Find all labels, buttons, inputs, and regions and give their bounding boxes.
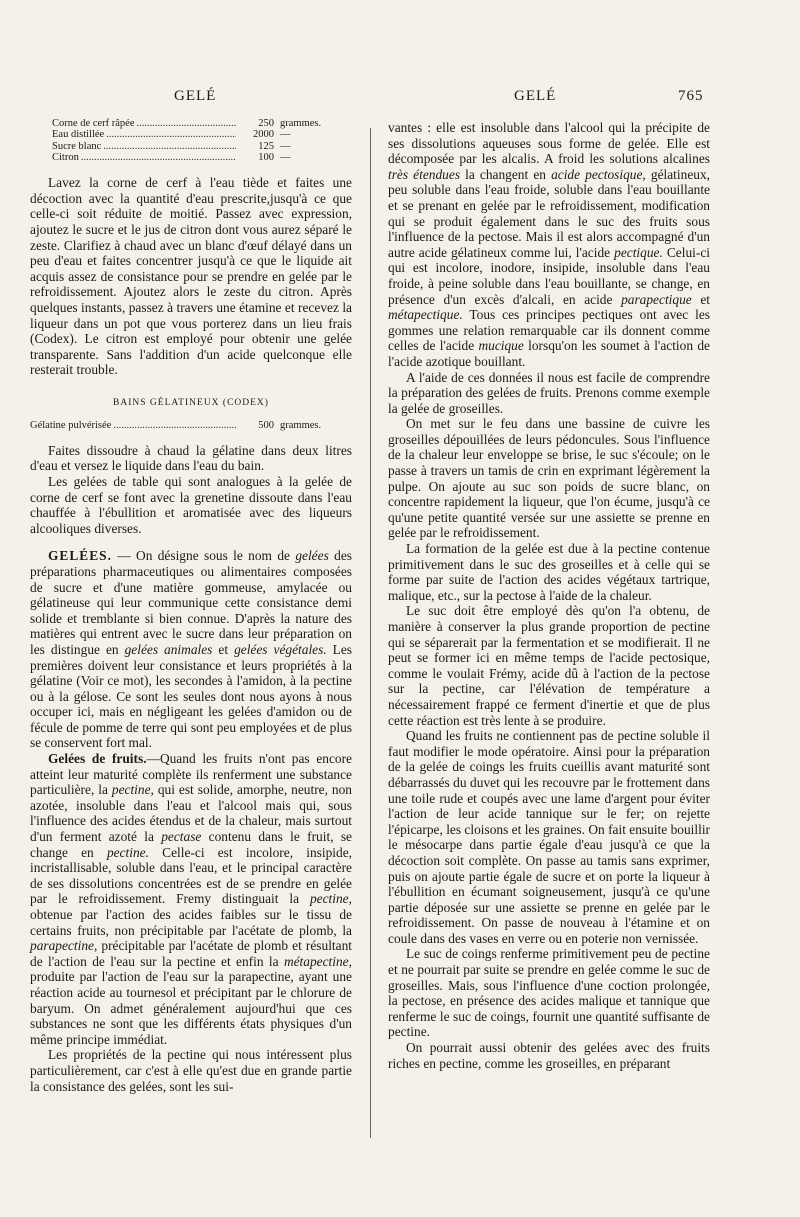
paragraph-gelees-fruits: Gelées de fruits.—Quand les fruits n'ont pas encore atteint leur maturité complète ils renferment une substance particulière, la pectine, qui est solide, amorphe, neutre, non azotée, insoluble dans l'eau et l'alcool mais qui, sous l'influence des acides étendus et de la chaleur, mais surtout d'un ferment azoté la pectase contenu dans le fruit, se change en pectine. Celle-ci est incolore, insipide, incristallisable, soluble dans l'eau, et le principal caractère de ses dissolutions concentrées est de se prendre en gelée par le refroidissement. Fremy distinguait la pectine, obtenue par l'action des acides faibles sur le tissu de certains fruits, non précipitable par l'acétate de plomb, la parapectine, précipitable par l'acétate de plomb et résultant de l'action de l'eau sur la pectine et enfin la métapectine, produite par l'action de l'eau sur la parapectine, ayant une réaction acide au tournesol et précipitant par le chlorure de baryum. On admet généralement aujourd'hui que ces substances ne sont que les différents états physiques d'un même principe immédiat. bbox=[30, 751, 352, 1047]
paragraph: Le suc doit être employé dès qu'on l'a obtenu, de manière à conserver la plus grande proportion de pectine qui se séparerait par la fermentation et se modifierait. Il ne peut se former ici en même temps de l'acide pectosique, comme le voulait Frémy, acide dû à l'action de la pectose sur la pectine, car l'élévation de température a nécessairement frappé ce ferment d'inertie et que de plus cette réaction est très lente à se produire. bbox=[388, 603, 710, 728]
running-head-left: GELÉ bbox=[174, 88, 217, 104]
paragraph: Quand les fruits ne contiennent pas de pectine soluble il faut modifier le mode opératoire. Ainsi pour la préparation de la gelée de coings les fruits cueillis avant maturité sont débarrassés du duvet qui les recouvre par le frottement dans une toile rude et coupés avec une lame d'argent pour éviter l'action de leur acide tannique sur le fer; on rejette l'épicarpe, les cloisons et les graines. On fait ensuite bouillir le mésocarpe dans partie égale d'eau jusqu'à ce que la décoction soit complète. On passe au tamis sans exprimer, puis on ajoute partie égale de sucre et on porte la liqueur à l'ébullition en écumant soigneusement, jusqu'à ce qu'une partie déposée sur une assiette se prenne en gelée par le refroidissement. On passe de nouveau à l'étamine et on coule dans des vases en verre ou en poterie non vernissée. bbox=[388, 728, 710, 946]
paragraph: Lavez la corne de cerf à l'eau tiède et faites une décoction avec la quantité d'eau prescrite,jusqu'à ce que celle-ci soit réduite de moitié. Passez avec expression, ajoutez le sucre et le jus de citron dont vous aurez séparé le zeste. Clarifiez à chaud avec un blanc d'œuf délayé dans un peu d'eau et faites concentrer jusqu'à ce que le liquide ait acquis assez de consistance pour se prendre en gelée par le refroidissement. Ajoutez alors le zeste du citron. Après quelques instants, passez à travers une étamine et recevez la liqueur dans un pot que vous porterez dans un lieu frais (Codex). Le citron est employé pour obtenir une gelée transparente. Sans l'addition d'un acide quelconque elle resterait trouble. bbox=[30, 175, 352, 378]
recipe-item: Eau distillée ..... 2000 — bbox=[30, 129, 352, 140]
paragraph: On pourrait aussi obtenir des gelées avec des fruits riches en pectine, comme les groseilles, en préparant bbox=[388, 1040, 710, 1071]
recipe-list bbox=[30, 420, 352, 431]
paragraph: Les gelées de table qui sont analogues à la gelée de corne de cerf se font avec la grenetine dissoute dans l'eau chauffée à l'ébullition et aromatisée avec des liqueurs alcooliques diverses. bbox=[30, 473, 352, 536]
recipe-item: Citron ..... 100 — bbox=[30, 152, 352, 163]
paragraph-gelees: GELÉES. — On désigne sous le nom de gelées des préparations pharmaceutiques ou alimentaires composées de sucre et d'une matière gommeuse, amylacée ou gélatineuse qui leur communique cette consistance demi solide et tremblante si bien connue. D'après la nature des matières qui entrent avec le sucre dans leur préparation on les distingue en gelées animales et gelées végétales. Les premières doivent leur consistance et leurs propriétés à la gélatine (Voir ce mot), les secondes à l'amidon, à la pectine ou à la gélose. Ce sont les seules dont nous ayons à nous occuper ici, mais en négligeant les gelées d'amidon ou de fécule de pomme de terre qui sont peu employées et de plus se conservent fort mal. bbox=[30, 548, 353, 751]
left-column bbox=[30, 118, 352, 1094]
recipe-item: Gélatine pulvérisée ..... 500 grammes. bbox=[30, 420, 352, 431]
running-head-right: GELÉ bbox=[514, 88, 557, 104]
paragraph: Le suc de coings renferme primitivement peu de pectine et ne pourrait par suite se prendre en gelée comme le suc de groseilles. Mais, sous l'influence d'une coction prolongée, la pectose, en présence des acides malique et tannique que renferme le suc de coings, fournit une quantité suffisante de pectine. bbox=[388, 946, 710, 1040]
paragraph: Faites dissoudre à chaud la gélatine dans deux litres d'eau et versez le liquide dans l'eau du bain. bbox=[30, 442, 352, 474]
right-column bbox=[388, 120, 710, 1071]
paragraph: Les propriétés de la pectine qui nous intéressent plus particulièrement, car c'est à elle qu'est due en grande partie la consistance des gelées, sont les sui- bbox=[30, 1047, 352, 1094]
column-divider bbox=[370, 128, 371, 1138]
subentry-heading: Gelées de fruits. bbox=[48, 751, 147, 767]
section-title: BAINS GÉLATINEUX (CODEX) bbox=[113, 397, 269, 408]
page-number: 765 bbox=[678, 88, 704, 104]
recipe-item: Corne de cerf râpée ..... 250 grammes. bbox=[30, 118, 352, 129]
recipe-list bbox=[30, 118, 352, 163]
paragraph: La formation de la gelée est due à la pectine contenue primitivement dans le suc des groseilles et à celle qui se forme par suite de l'action des acides végétaux tartrique, malique, etc., sur la pectose à l'aide de la chaleur. bbox=[388, 541, 710, 603]
entry-heading: GELÉES. bbox=[48, 548, 112, 564]
paragraph: vantes : elle est insoluble dans l'alcool qui la précipite de ses dissolutions aqueuses sous forme de gelée. Elle est décomposée par les alcalis. A froid les solutions alcalines très étendues la changent en acide pectosique, gélatineux, peu soluble dans l'eau froide, soluble dans l'eau bouillante et se prenant en gelée par le refroidissement, modification qui se produit également dans le suc des fruits sous l'influence de la pectose. Mais il est alors accompagné d'un autre acide gélatineux comme lui, l'acide pectique. Celui-ci qui est incolore, inodore, insipide, insoluble dans l'eau froide, à peine soluble dans l'eau bouillante, se change, en présence d'un excès d'alcali, en acide parapectique et métapectique. Tous ces principes pectiques ont avec les gommes une relation remarquable car ils donnent comme celles de l'acide mucique lorsqu'on les soumet à l'action de l'acide azotique bouillant. bbox=[388, 120, 710, 369]
paragraph: On met sur le feu dans une bassine de cuivre les groseilles dépouillées de leurs pédoncules. Sous l'influence de la chaleur leur enveloppe se brise, le suc s'écoule; on le passe à travers un tamis de crin en exprimant légèrement la pulpe. On ajoute au suc son poids de sucre blanc, on concentre rapidement la liqueur, que l'on écume, jusqu'à ce qu'une petite quantité versée sur une assiette se prenne en gelée par le refroidissement. bbox=[388, 416, 710, 541]
paragraph: A l'aide de ces données il nous est facile de comprendre la préparation des gelées de fruits. Prenons comme exemple la gelée de groseilles. bbox=[388, 369, 710, 416]
recipe-item: Sucre blanc ..... 125 — bbox=[30, 141, 352, 152]
